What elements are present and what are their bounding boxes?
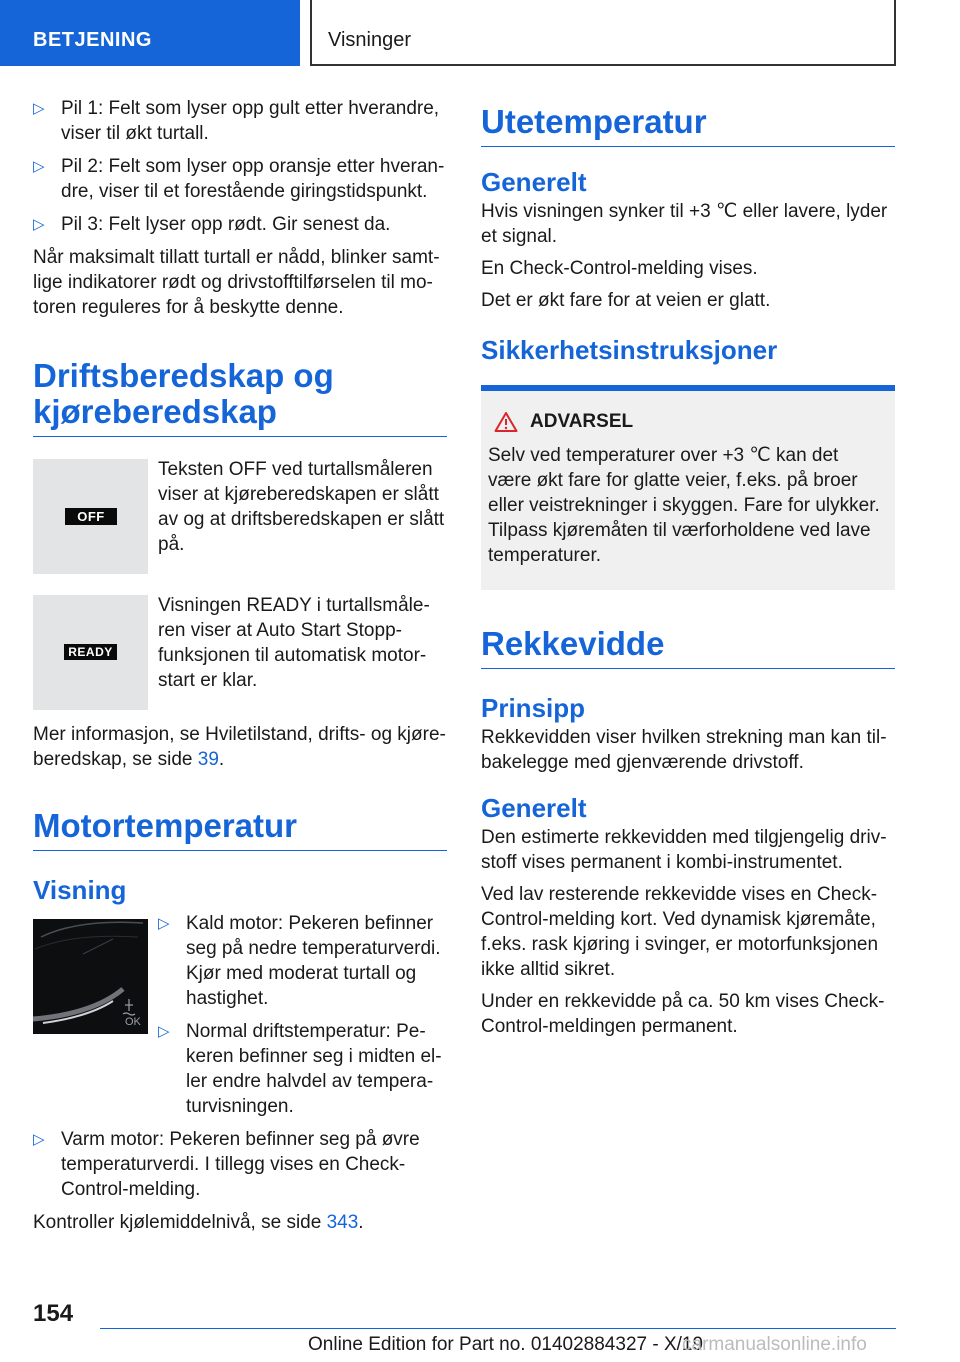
list-item: ▷ Normal driftstemperatur: Pekeren befinner seg i midten eller endre halvdel av temperaturvisningen. xyxy=(158,1021,442,1117)
footer-divider xyxy=(100,1328,896,1329)
off-display-text: Teksten OFF ved turtallsmåleren viser at kjøreberedskapen er slått av og at driftsberedskapen er slått på. xyxy=(158,459,445,555)
heading-generelt: Generelt xyxy=(481,793,587,823)
gauge-ok-label: OK xyxy=(125,1016,141,1028)
more-info-paragraph: Mer informasjon, se Hviletilstand, drifts- og kjøreberedskap, se side 39. xyxy=(33,724,446,770)
triangle-bullet-icon: ▷ xyxy=(158,915,170,932)
warning-text: Selv ved temperaturer over +3 ℃ kan det være økt fare for glatte veier, f.eks. på broer eller veistrekninger i skyggen. Fare for ulykker. Tilpass kjøremåten til værforholdene ved lave temperaturer. xyxy=(488,445,880,566)
page-link-39[interactable]: 39 xyxy=(197,749,219,770)
paragraph: En Check-Control-melding vises. xyxy=(481,258,758,279)
left-column xyxy=(33,96,447,1242)
triangle-bullet-icon: ▷ xyxy=(33,1131,45,1148)
triangle-bullet-icon: ▷ xyxy=(33,158,45,175)
list-item: ▷ Kald motor: Pekeren befinner seg på nedre temperaturverdi. Kjør med moderat turtall og hastighet. xyxy=(158,913,441,1009)
off-display-image xyxy=(33,459,148,574)
list-item: ▷ Pil 3: Felt lyser opp rødt. Gir senest da. xyxy=(33,214,391,235)
list-item: ▷ Pil 2: Felt som lyser opp oransje etter hverandre, viser til et forestående giringstidspunkt. xyxy=(33,156,445,202)
warning-title: ADVARSEL xyxy=(530,411,634,432)
heading-motortemperatur: Motortemperatur xyxy=(33,808,447,851)
triangle-bullet-icon: ▷ xyxy=(33,216,45,233)
list-item: ▷ Varm motor: Pekeren befinner seg på øvre temperaturverdi. I tillegg vises en Check-Control-melding. xyxy=(33,1129,420,1200)
heading-sikkerhetsinstruksjoner: Sikkerhetsinstruksjoner xyxy=(481,335,778,365)
paragraph: Rekkevidden viser hvilken strekning man kan tilbakelegge med gjenværende drivstoff. xyxy=(481,727,887,773)
footer-edition: Online Edition for Part no. 01402884327 - X/19 xyxy=(308,1334,704,1355)
paragraph: Ved lav resterende rekkevidde vises en Check-Control-melding kort. Ved dynamisk kjøremåte, f.eks. rask kjøring i svinger, er motorfunksjonen ikke alltid sikret. xyxy=(481,884,879,980)
off-display-row xyxy=(33,459,447,595)
coolant-paragraph: Kontroller kjølemiddelnivå, se side 343. xyxy=(33,1212,364,1233)
temperature-gauge-image xyxy=(33,919,148,1034)
heading-prinsipp: Prinsipp xyxy=(481,693,586,723)
watermark: carmanualsonline.info xyxy=(682,1334,867,1355)
heading-visning: Visning xyxy=(33,875,127,905)
ready-display-image xyxy=(33,595,148,710)
section-tab: BETJENING xyxy=(0,0,300,66)
paragraph: Under en rekkevidde på ca. 50 km vises Check-Control-meldingen permanent. xyxy=(481,991,885,1037)
ready-display-row xyxy=(33,595,447,722)
paragraph-max-rpm: Når maksimalt tillatt turtall er nådd, blinker samtlige indikatorer rødt og drivstofftilførselen til motoren reguleres for å beskytte denne. xyxy=(33,247,440,318)
ready-display-text: Visningen READY i turtallsmåleren viser at Auto Start Stopp-funksjonen til automatisk motorstart er klar. xyxy=(158,595,430,691)
page-number: 154 xyxy=(33,1300,74,1327)
warning-header xyxy=(488,411,885,433)
triangle-bullet-icon: ▷ xyxy=(158,1023,170,1040)
page-header xyxy=(0,0,960,66)
triangle-bullet-icon: ▷ xyxy=(33,100,45,117)
visning-block xyxy=(33,911,447,1119)
page-link-343[interactable]: 343 xyxy=(326,1212,359,1233)
paragraph: Den estimerte rekkevidden med tilgjengelig drivstoff vises permanent i kombi-instrumentet. xyxy=(481,827,887,873)
off-display-label: OFF xyxy=(65,508,117,525)
heading-rekkevidde: Rekkevidde xyxy=(481,626,895,669)
warning-triangle-icon xyxy=(494,411,518,433)
paragraph: Hvis visningen synker til +3 ℃ eller lavere, lyder et signal. xyxy=(481,201,888,247)
right-column xyxy=(481,96,895,1046)
list-item: ▷ Pil 1: Felt som lyser opp gult etter hverandre, viser til økt turtall. xyxy=(33,98,440,144)
heading-generelt: Generelt xyxy=(481,167,587,197)
visning-bullets xyxy=(158,911,447,1119)
warning-box xyxy=(481,385,895,590)
paragraph: Det er økt fare for at veien er glatt. xyxy=(481,290,771,311)
heading-driftsberedskap: Driftsberedskap og kjøreberedskap xyxy=(33,358,447,437)
heading-utetemperatur: Utetemperatur xyxy=(481,104,895,147)
page-title: Visninger xyxy=(310,0,896,66)
ready-display-label: READY xyxy=(64,644,117,660)
